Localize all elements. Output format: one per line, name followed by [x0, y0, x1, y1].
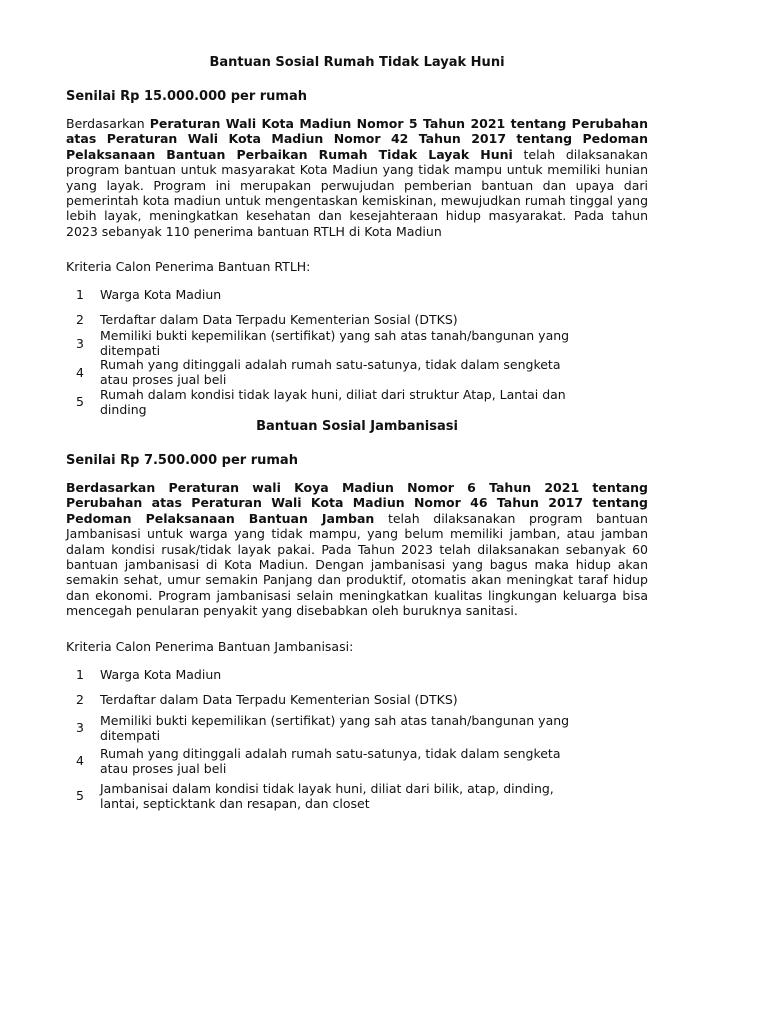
item-text: Warga Kota Madiun	[100, 666, 222, 682]
regulation-reference: Berdasarkan Peraturan wali Koya Madiun Nomor 6 Tahun 2021 tentang Perubahan atas Peraturan Wali Kota Madiun Nomor 46 Tahun 2017 tentang Pedoman Pelaksanaan Bantuan Jamban	[66, 480, 648, 526]
section-title: Bantuan Sosial Jambanisasi	[256, 419, 458, 434]
description-paragraph	[66, 480, 648, 619]
item-number: 3	[76, 720, 84, 736]
item-text: Rumah dalam kondisi tidak layak huni, diliat dari struktur Atap, Lantai dan dinding	[100, 386, 566, 417]
section-rtlh	[66, 55, 648, 417]
item-number: 3	[76, 335, 84, 351]
criteria-list	[66, 662, 648, 813]
aid-value: Senilai Rp 7.500.000 per rumah	[66, 453, 298, 468]
item-number: 5	[76, 394, 84, 410]
paragraph-body: telah dilaksanakan program bantuan Jambanisasi untuk warga yang tidak mampu, yang belum memiliki jamban, atau jamban dalam kondisi rusak/tidak layak pakai. Pada Tahun 2023 telah dilaksanakan sebanyak 60 bantuan jambanisasi di Kota Madiun. Dengan jambanisasi yang bagus maka hidup akan semakin sehat, umur semakin Panjang dan produktif, otomatis akan meningkat taraf hidup dan ekonomi. Program jambanisasi selain meningkatkan kualitas lingkungan keluarga bisa mencegah penularan penyakit yang disebabkan oleh buruknya sanitasi.	[66, 510, 648, 619]
paragraph-body: telah dilaksanakan program bantuan untuk masyarakat Kota Madiun yang tidak mampu untuk memiliki hunian yang layak. Program ini merupakan perwujudan pemberian bantuan dan upaya dari pemerintah kota madiun untuk mengentaskan kemiskinan, mewujudkan rumah tinggal yang lebih layak, meningkatkan kesehatan dan kesejahteraan hidup masyarakat. Pada tahun 2023 sebanyak 110 penerima bantuan RTLH di Kota Madiun	[66, 146, 648, 239]
description-paragraph	[66, 116, 648, 239]
aid-value: Senilai Rp 15.000.000 per rumah	[66, 89, 308, 104]
criteria-heading: Kriteria Calon Penerima Bantuan Jambanisasi:	[66, 638, 354, 654]
list-item	[66, 662, 648, 687]
item-number: 1	[76, 287, 84, 303]
criteria-list	[66, 282, 648, 417]
item-number: 1	[76, 666, 84, 682]
list-item	[66, 713, 648, 743]
list-item	[66, 355, 648, 389]
item-number: 4	[76, 364, 84, 380]
item-text: Warga Kota Madiun	[100, 287, 222, 303]
list-item	[66, 282, 648, 307]
item-text: Rumah yang ditinggali adalah rumah satu-satunya, tidak dalam sengketa atau proses jual beli	[100, 745, 561, 776]
item-text: Memiliki bukti kepemilikan (sertifikat) yang sah atas tanah/bangunan yang ditempati	[100, 712, 570, 743]
list-item	[66, 386, 648, 417]
list-item	[66, 743, 648, 779]
item-number: 5	[76, 788, 84, 804]
section-title: Bantuan Sosial Rumah Tidak Layak Huni	[209, 55, 505, 70]
item-number: 2	[76, 692, 84, 708]
section-jambanisasi	[66, 419, 648, 813]
list-item	[66, 328, 648, 359]
item-text: Rumah yang ditinggali adalah rumah satu-satunya, tidak dalam sengketa atau proses jual beli	[100, 357, 561, 388]
criteria-heading: Kriteria Calon Penerima Bantuan RTLH:	[66, 259, 311, 275]
item-text: Jambanisai dalam kondisi tidak layak huni, diliat dari bilik, atap, dinding, lantai, septicktank dan resapan, dan closet	[100, 780, 554, 811]
item-text: Memiliki bukti kepemilikan (sertifikat) yang sah atas tanah/bangunan yang ditempati	[100, 328, 570, 359]
regulation-reference: Peraturan Wali Kota Madiun Nomor 5 Tahun 2021 tentang Perubahan atas Peraturan Wali Kota Madiun Nomor 42 Tahun 2017 tentang Pedoman Pelaksanaan Bantuan Perbaikan Rumah Tidak Layak Huni	[66, 116, 648, 162]
item-text: Terdaftar dalam Data Terpadu Kementerian Sosial (DTKS)	[100, 692, 458, 708]
list-item	[66, 687, 648, 713]
paragraph-lead: Berdasarkan	[66, 116, 150, 131]
list-item	[66, 779, 648, 813]
item-text: Terdaftar dalam Data Terpadu Kementerian Sosial (DTKS)	[100, 311, 458, 327]
item-number: 2	[76, 311, 84, 327]
item-number: 4	[76, 753, 84, 769]
